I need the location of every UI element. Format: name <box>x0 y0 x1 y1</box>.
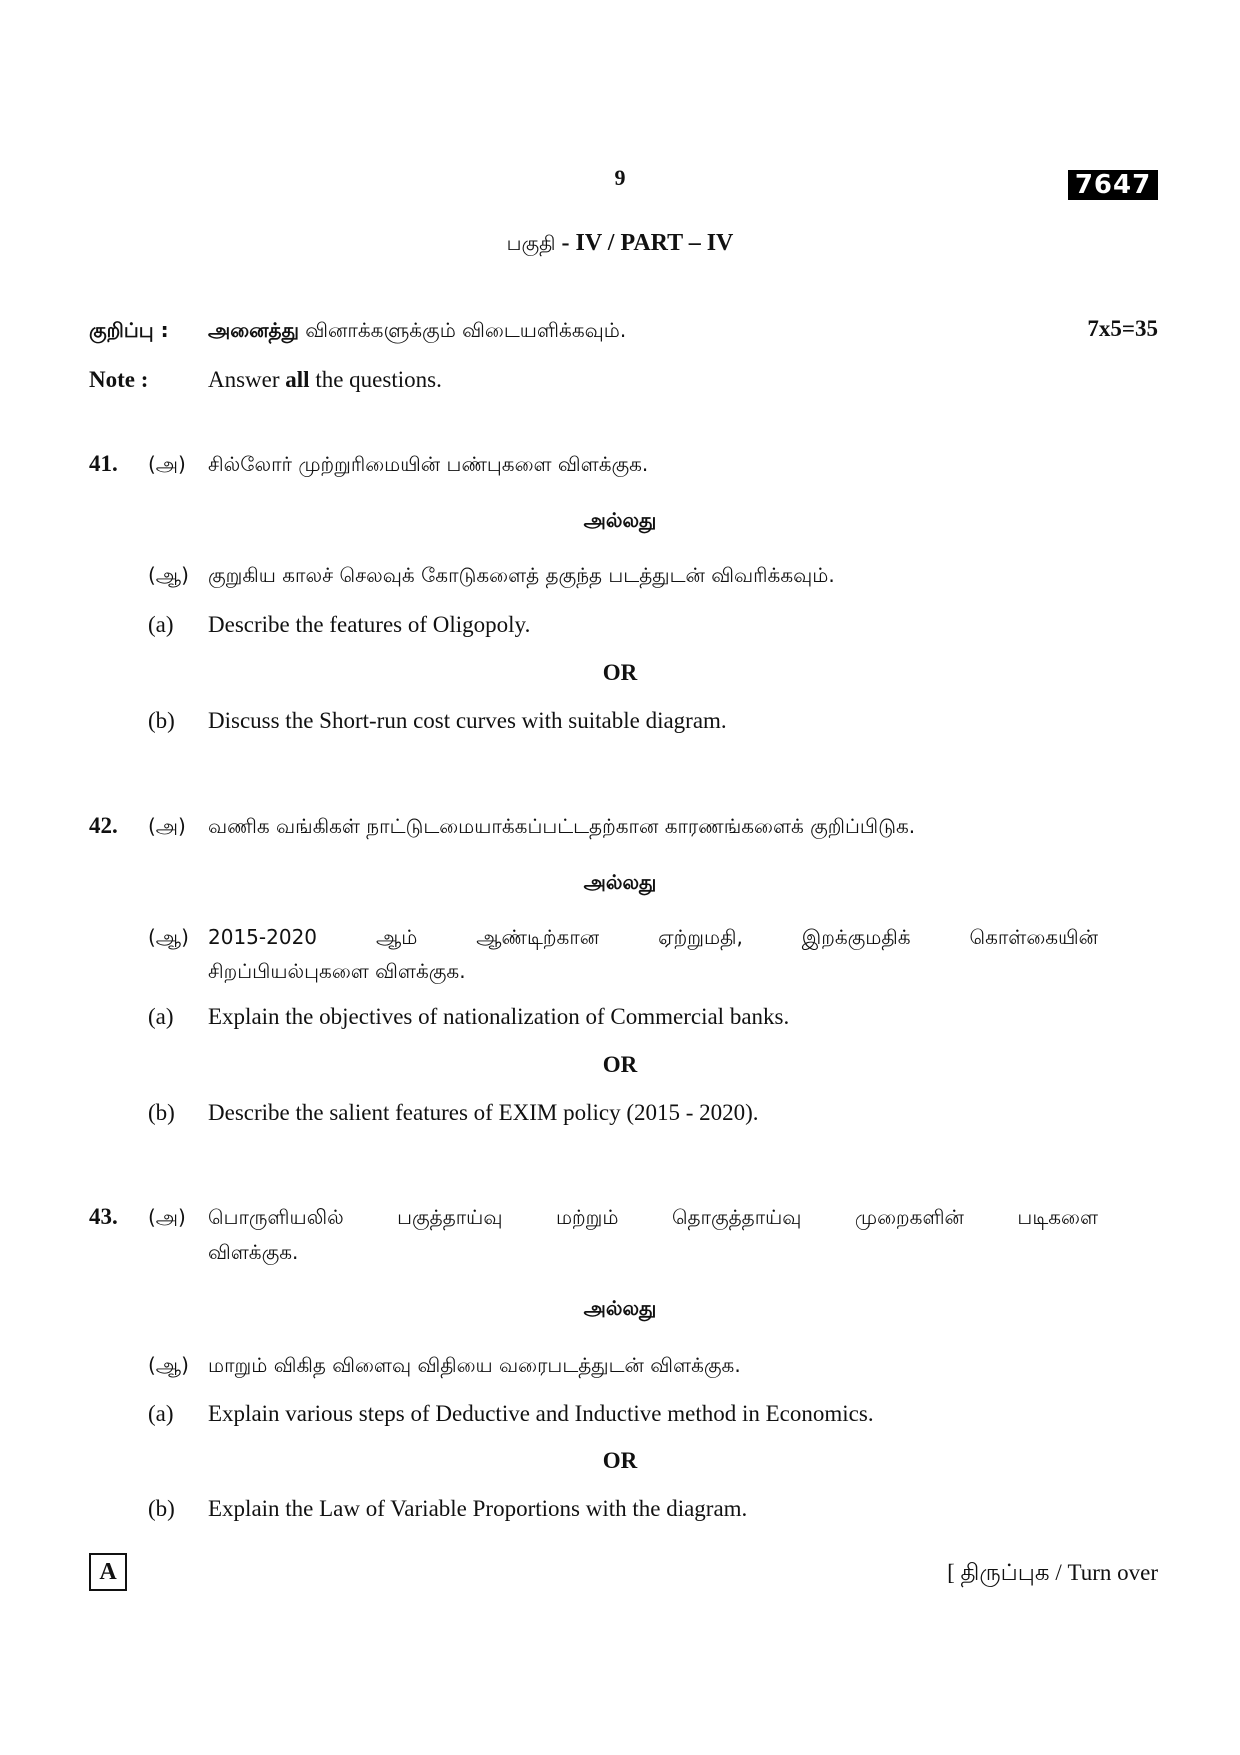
question-number: 43. <box>89 1204 118 1229</box>
or-separator-english: OR <box>602 1448 638 1473</box>
option-label: (ஆ) <box>148 1353 189 1377</box>
question-text-tamil: சில்லோர் முற்றுரிமையின் பண்புகளை விளக்குக. <box>208 452 649 476</box>
question-text-tamil: வணிக வங்கிகள் நாட்டுடமையாக்கப்பட்டதற்கான காரணங்களைக் குறிப்பிடுக. <box>208 814 916 838</box>
or-separator-english: OR <box>602 1052 638 1077</box>
question-number: 41. <box>89 451 118 476</box>
question-text-tamil: விளக்குக. <box>208 1240 299 1264</box>
question-text-tamil: பொருளியலில் பகுத்தாய்வு மற்றும் தொகுத்தாய்வு முறைகளின் படிகளை <box>208 1205 1098 1229</box>
option-label: (b) <box>148 1496 175 1521</box>
option-label: (a) <box>148 1004 174 1029</box>
option-label: (அ) <box>148 452 186 476</box>
option-label: (ஆ) <box>148 925 189 949</box>
question-number: 42. <box>89 813 118 838</box>
or-separator-tamil: அல்லது <box>583 870 657 894</box>
question-text-english: Describe the features of Oligopoly. <box>208 612 531 637</box>
marks-allocation: 7x5=35 <box>1087 316 1158 341</box>
question-text-tamil: சிறப்பியல்புகளை விளக்குக. <box>208 959 466 983</box>
turn-over-text: [ திருப்புக / Turn over <box>947 1560 1158 1585</box>
note-english-post: the questions. <box>309 367 442 392</box>
option-label: (b) <box>148 708 175 733</box>
note-tamil-rest: வினாக்களுக்கும் விடையளிக்கவும். <box>298 318 627 342</box>
question-text-english: Explain the Law of Variable Proportions with the diagram. <box>208 1496 748 1521</box>
option-label: (ஆ) <box>148 563 189 587</box>
note-tamil-label: குறிப்பு : <box>89 318 169 342</box>
question-text-tamil: குறுகிய காலச் செலவுக் கோடுகளைத் தகுந்த படத்துடன் விவரிக்கவும். <box>208 563 835 587</box>
or-separator-english: OR <box>602 660 638 685</box>
option-label: (அ) <box>148 814 186 838</box>
question-text-english: Explain various steps of Deductive and Inductive method in Economics. <box>208 1401 874 1426</box>
question-text-english: Explain the objectives of nationalization of Commercial banks. <box>208 1004 790 1029</box>
paper-code-badge: 7647 <box>1068 170 1158 200</box>
note-english-bold: all <box>285 367 310 392</box>
or-separator-tamil: அல்லது <box>583 508 657 532</box>
question-text-english: Discuss the Short-run cost curves with suitable diagram. <box>208 708 727 733</box>
question-text-english: Describe the salient features of EXIM policy (2015 - 2020). <box>208 1100 759 1125</box>
note-english-label: Note : <box>89 367 149 392</box>
option-label: (a) <box>148 1401 174 1426</box>
part-title-sep: - <box>555 230 576 256</box>
question-text-tamil: 2015-2020 ஆம் ஆண்டிற்கான ஏற்றுமதி, இறக்குமதிக் கொள்கையின் <box>208 925 1098 949</box>
option-label: (அ) <box>148 1205 186 1229</box>
part-title-tamil: பகுதி <box>506 231 556 255</box>
note-tamil-text <box>208 318 626 345</box>
page-number: 9 <box>614 165 626 190</box>
option-label: (a) <box>148 612 174 637</box>
note-english-pre: Answer <box>208 367 286 392</box>
series-letter-box: A <box>89 1553 127 1591</box>
part-title <box>0 230 1240 258</box>
question-text-tamil: மாறும் விகித விளைவு விதியை வரைபடத்துடன் விளக்குக. <box>208 1353 741 1377</box>
part-title-english: IV / PART – IV <box>575 230 734 256</box>
or-separator-tamil: அல்லது <box>583 1296 657 1320</box>
note-tamil-bold: அனைத்து <box>208 318 299 342</box>
note-english-text <box>208 367 442 393</box>
option-label: (b) <box>148 1100 175 1125</box>
